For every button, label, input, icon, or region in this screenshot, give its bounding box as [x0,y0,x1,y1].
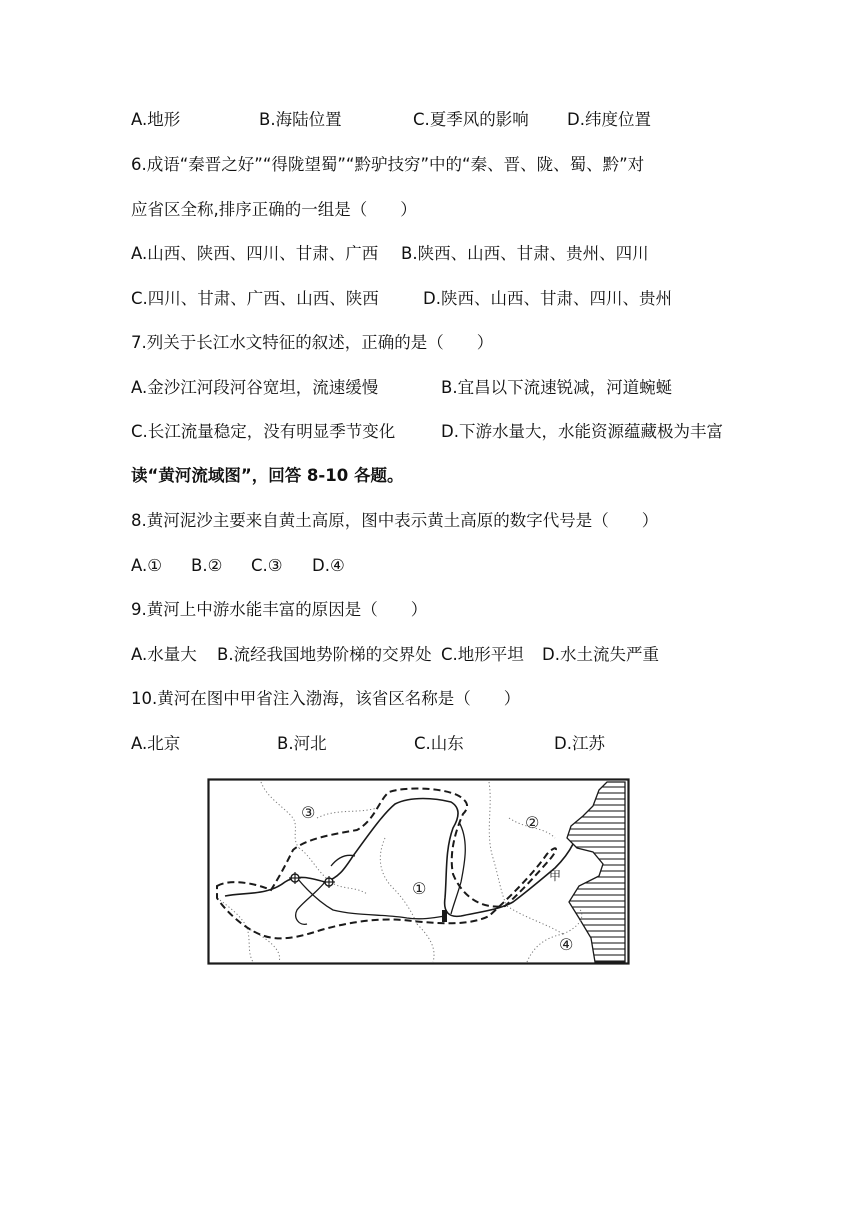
q9-option-c: C.地形平坦 [441,645,524,664]
q6-option-d: D.陕西、山西、甘肃、四川、贵州 [423,289,672,308]
map-label-4: ④ [559,935,574,954]
q10-option-c: C.山东 [414,734,464,753]
q9-option-a: A.水量大 [131,645,197,664]
q6-stem-line1: 6.成语“秦晋之好”“得陇望蜀”“黔驴技穷”中的“秦、晋、陇、蜀、黔”对 [131,155,645,174]
q10-option-b: B.河北 [277,734,327,753]
q8-option-d: D.④ [312,556,345,575]
q9-option-b: B.流经我国地势阶梯的交界处 [217,645,432,664]
q7-stem: 7.列关于长江水文特征的叙述，正确的是（ ） [131,333,494,352]
q7-option-b: B.宜昌以下流速锐减，河道蜿蜒 [441,378,673,397]
q9-option-d: D.水土流失严重 [542,645,659,664]
q6-option-c: C.四川、甘肃、广西、山西、陕西 [131,289,379,308]
q7-options-row1 [131,377,731,399]
map-label-jia: 甲 [549,869,562,883]
q8-option-c: C.③ [251,556,283,575]
q8-option-b: B.② [191,556,223,575]
yellow-river-basin-map [207,778,631,966]
section-instruction: 读“黄河流域图”，回答 8-10 各题。 [131,466,404,485]
map-label-3: ③ [301,803,316,822]
q8-option-a: A.① [131,556,163,575]
q6-options-row2 [131,288,731,310]
dam-icon [442,910,447,922]
q6-option-a: A.山西、陕西、四川、甘肃、广西 [131,244,379,263]
q6-option-b: B.陕西、山西、甘肃、贵州、四川 [401,244,649,263]
q5-options [131,109,731,131]
q8-options [131,555,731,577]
q7-option-d: D.下游水量大，水能资源蕴藏极为丰富 [441,422,723,441]
q5-option-d: D.纬度位置 [567,110,651,129]
q10-options [131,733,731,755]
q8-stem: 8.黄河泥沙主要来自黄土高原，图中表示黄土高原的数字代号是（ ） [131,511,659,530]
map-label-1: ① [412,879,427,898]
q9-stem: 9.黄河上中游水能丰富的原因是（ ） [131,600,428,619]
q7-option-c: C.长江流量稳定，没有明显季节变化 [131,422,396,441]
q5-option-a: A.地形 [131,110,181,129]
map-label-2: ② [525,813,540,832]
q7-options-row2 [131,421,731,443]
q6-stem-line2: 应省区全称,排序正确的一组是（ ） [131,200,417,219]
q6-options-row1 [131,243,731,265]
q10-stem: 10.黄河在图中甲省注入渤海，该省区名称是（ ） [131,689,521,708]
q5-option-b: B.海陆位置 [259,110,342,129]
q10-option-a: A.北京 [131,734,181,753]
q5-option-c: C.夏季风的影响 [413,110,529,129]
q9-options [131,644,731,666]
q7-option-a: A.金沙江河段河谷宽坦，流速缓慢 [131,378,379,397]
q10-option-d: D.江苏 [554,734,605,753]
